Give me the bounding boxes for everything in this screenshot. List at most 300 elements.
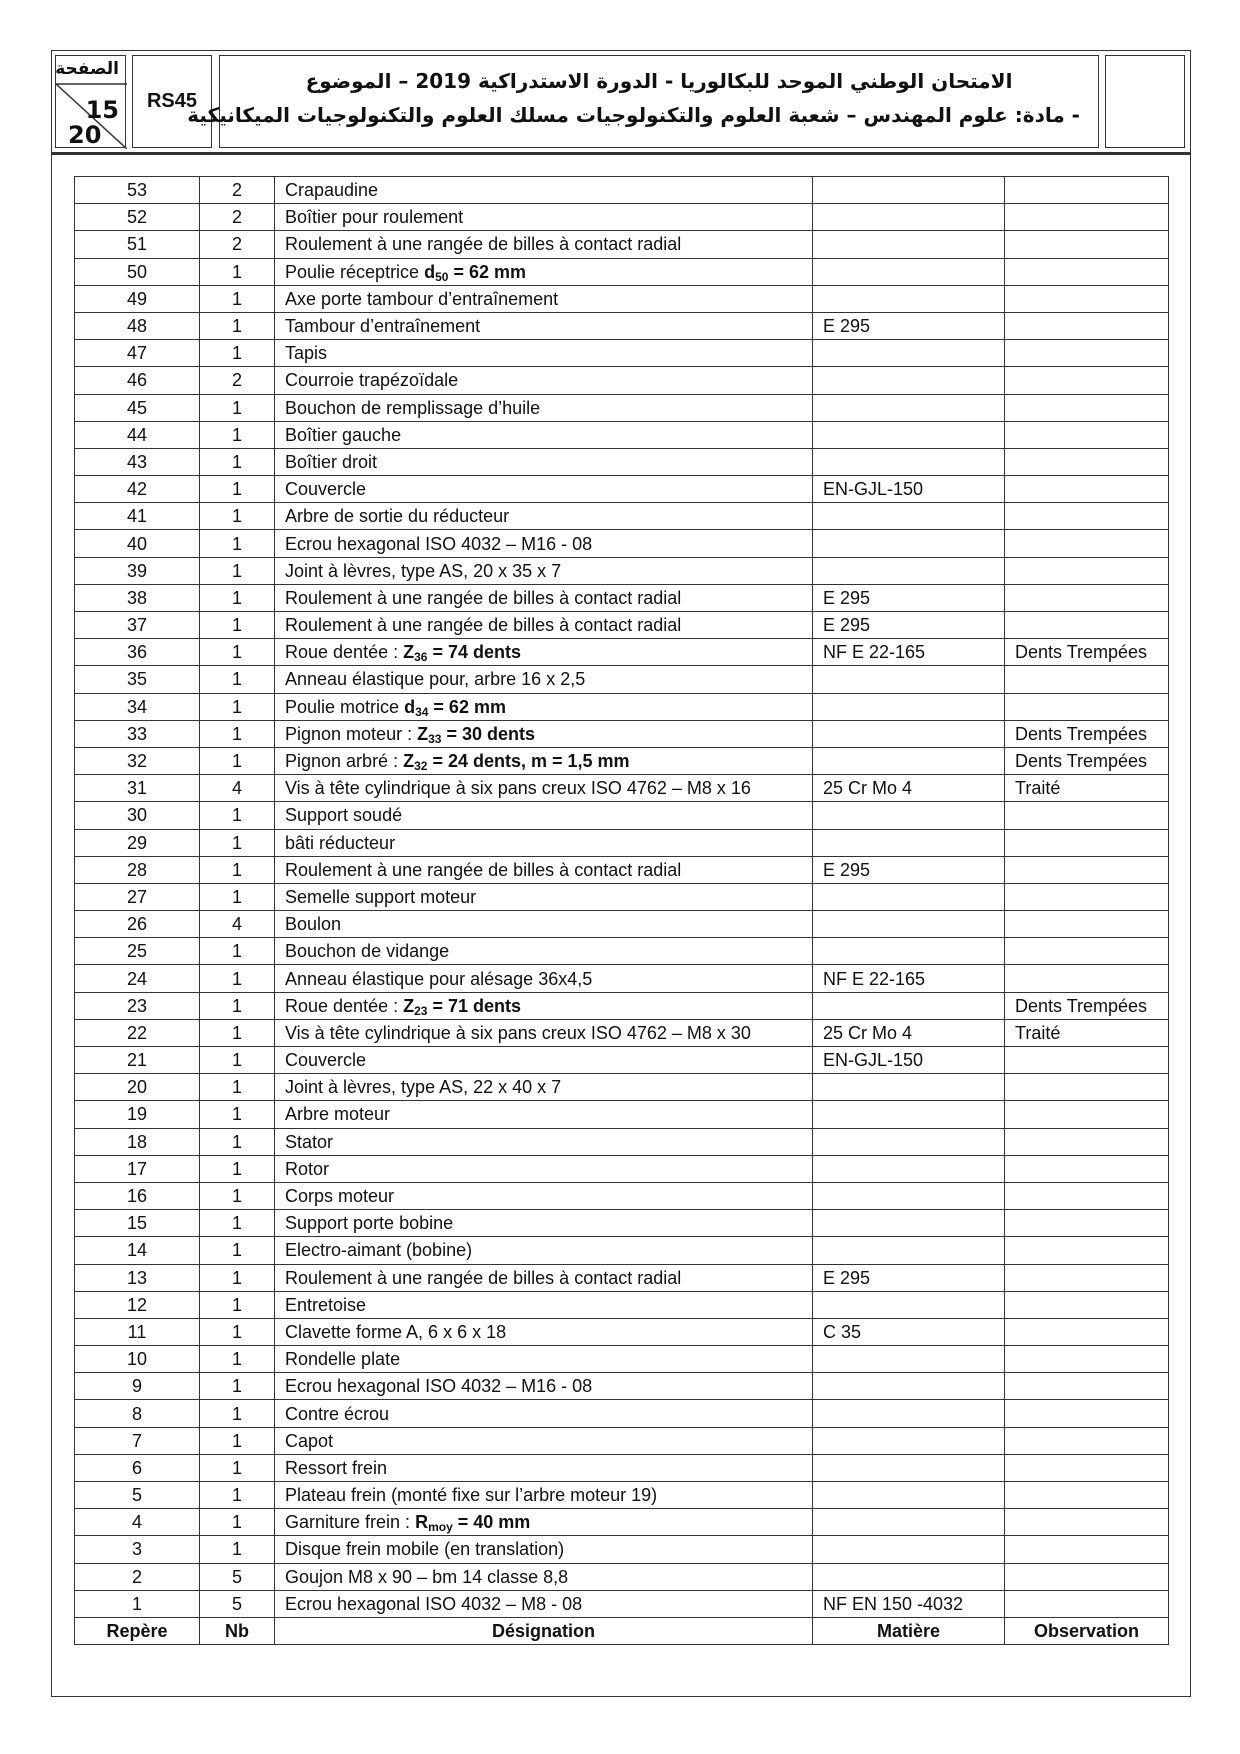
cell-designation: Support soudé (275, 802, 813, 829)
cell-matiere (813, 992, 1005, 1019)
cell-matiere (813, 747, 1005, 774)
cell-designation (275, 639, 813, 666)
cell-designation (275, 258, 813, 285)
cell-repere: 48 (75, 312, 200, 339)
symbol-value: = 74 dents (427, 642, 521, 663)
cell-observation (1005, 367, 1169, 394)
cell-observation (1005, 1536, 1169, 1563)
table-row (75, 258, 1169, 285)
cell-nb: 1 (200, 1264, 275, 1291)
table-row (75, 340, 1169, 367)
cell-observation (1005, 1454, 1169, 1481)
cell-matiere (813, 829, 1005, 856)
cell-repere: 2 (75, 1563, 200, 1590)
cell-nb: 1 (200, 1047, 275, 1074)
cell-repere: 9 (75, 1373, 200, 1400)
symbol-value: = 24 dents, m = 1,5 mm (427, 751, 630, 772)
cell-repere: 51 (75, 231, 200, 258)
cell-designation: Clavette forme A, 6 x 6 x 18 (275, 1318, 813, 1345)
symbol-letter: d (424, 261, 436, 282)
table-row (75, 802, 1169, 829)
cell-repere: 11 (75, 1318, 200, 1345)
cell-matiere: 25 Cr Mo 4 (813, 1019, 1005, 1046)
subject-code-box (132, 55, 212, 148)
cell-repere: 47 (75, 340, 200, 367)
cell-nb: 1 (200, 394, 275, 421)
table-row (75, 775, 1169, 802)
cell-repere: 1 (75, 1590, 200, 1617)
designation-text: Roue dentée : (285, 995, 404, 1016)
cell-designation: Semelle support moteur (275, 883, 813, 910)
cell-observation (1005, 421, 1169, 448)
cell-nb: 1 (200, 1074, 275, 1101)
cell-observation (1005, 476, 1169, 503)
cell-designation: Entretoise (275, 1291, 813, 1318)
cell-matiere (813, 1128, 1005, 1155)
cell-repere: 23 (75, 992, 200, 1019)
table-row (75, 1373, 1169, 1400)
table-row (75, 747, 1169, 774)
cell-observation (1005, 258, 1169, 285)
cell-repere: 44 (75, 421, 200, 448)
table-row (75, 231, 1169, 258)
cell-observation (1005, 829, 1169, 856)
cell-nb: 1 (200, 557, 275, 584)
cell-designation (275, 720, 813, 747)
cell-matiere: E 295 (813, 1264, 1005, 1291)
cell-repere: 29 (75, 829, 200, 856)
cell-nb: 1 (200, 1482, 275, 1509)
symbol-letter: d (404, 696, 416, 717)
cell-repere: 46 (75, 367, 200, 394)
table-row (75, 1509, 1169, 1536)
cell-matiere (813, 1210, 1005, 1237)
table-row (75, 503, 1169, 530)
cell-observation (1005, 1563, 1169, 1590)
cell-matiere (813, 720, 1005, 747)
cell-designation: Ecrou hexagonal ISO 4032 – M16 - 08 (275, 1373, 813, 1400)
table-row (75, 1101, 1169, 1128)
col-repere: Repère (75, 1617, 200, 1644)
cell-designation: Vis à tête cylindrique à six pans creux ISO 4762 – M8 x 16 (275, 775, 813, 802)
table-row (75, 1454, 1169, 1481)
designation-text: Pignon moteur : (285, 723, 418, 744)
cell-nb: 1 (200, 1318, 275, 1345)
cell-nb: 1 (200, 1373, 275, 1400)
table-row (75, 584, 1169, 611)
cell-observation (1005, 1182, 1169, 1209)
cell-designation: Stator (275, 1128, 813, 1155)
table-row (75, 883, 1169, 910)
cell-nb: 1 (200, 1101, 275, 1128)
cell-designation (275, 747, 813, 774)
cell-observation (1005, 1210, 1169, 1237)
cell-designation: Couvercle (275, 1047, 813, 1074)
cell-observation (1005, 1128, 1169, 1155)
table-row (75, 639, 1169, 666)
cell-repere: 41 (75, 503, 200, 530)
cell-designation (275, 1509, 813, 1536)
cell-nb: 1 (200, 503, 275, 530)
cell-observation (1005, 1101, 1169, 1128)
table-row (75, 720, 1169, 747)
cell-observation: Dents Trempées (1005, 720, 1169, 747)
cell-designation: Ressort frein (275, 1454, 813, 1481)
cell-matiere (813, 1291, 1005, 1318)
cell-observation (1005, 883, 1169, 910)
cell-repere: 50 (75, 258, 200, 285)
cell-nb: 5 (200, 1563, 275, 1590)
cell-repere: 43 (75, 448, 200, 475)
table-row (75, 1019, 1169, 1046)
exam-title-box (187, 55, 1099, 148)
cell-designation: Axe porte tambour d’entraînement (275, 285, 813, 312)
cell-designation: Plateau frein (monté fixe sur l’arbre moteur 19) (275, 1482, 813, 1509)
cell-nb: 1 (200, 693, 275, 720)
cell-nb: 1 (200, 448, 275, 475)
cell-repere: 31 (75, 775, 200, 802)
symbol-subscript: moy (428, 1520, 453, 1535)
table-row (75, 856, 1169, 883)
cell-designation: Arbre moteur (275, 1101, 813, 1128)
designation-text: Roue dentée : (285, 642, 404, 663)
parts-list-body (75, 177, 1169, 1618)
cell-observation (1005, 666, 1169, 693)
cell-designation: Disque frein mobile (en translation) (275, 1536, 813, 1563)
table-row (75, 1563, 1169, 1590)
cell-observation (1005, 1047, 1169, 1074)
cell-designation: Anneau élastique pour alésage 36x4,5 (275, 965, 813, 992)
cell-repere: 52 (75, 204, 200, 231)
cell-nb: 1 (200, 1454, 275, 1481)
cell-observation (1005, 557, 1169, 584)
symbol-value: = 40 mm (452, 1512, 531, 1533)
cell-nb: 1 (200, 1536, 275, 1563)
cell-matiere: NF EN 150 -4032 (813, 1590, 1005, 1617)
cell-repere: 7 (75, 1427, 200, 1454)
table-row (75, 530, 1169, 557)
table-row (75, 557, 1169, 584)
cell-nb: 1 (200, 1019, 275, 1046)
table-row (75, 285, 1169, 312)
cell-matiere: E 295 (813, 612, 1005, 639)
table-row (75, 992, 1169, 1019)
cell-designation: Roulement à une rangée de billes à contact radial (275, 231, 813, 258)
cell-designation: Arbre de sortie du réducteur (275, 503, 813, 530)
cell-designation: Tapis (275, 340, 813, 367)
designation-text: Poulie réceptrice (285, 261, 425, 282)
cell-designation: Bouchon de remplissage d’huile (275, 394, 813, 421)
table-row (75, 1155, 1169, 1182)
cell-matiere (813, 802, 1005, 829)
table-row (75, 1047, 1169, 1074)
cell-nb: 1 (200, 1128, 275, 1155)
designation-symbol (417, 724, 535, 744)
col-observation: Observation (1005, 1617, 1169, 1644)
table-row (75, 177, 1169, 204)
cell-repere: 12 (75, 1291, 200, 1318)
cell-repere: 25 (75, 938, 200, 965)
table-row (75, 829, 1169, 856)
cell-observation: Dents Trempées (1005, 992, 1169, 1019)
cell-designation: Joint à lèvres, type AS, 20 x 35 x 7 (275, 557, 813, 584)
cell-repere: 10 (75, 1346, 200, 1373)
designation-symbol (415, 1512, 531, 1535)
cell-nb: 1 (200, 1291, 275, 1318)
cell-matiere (813, 938, 1005, 965)
cell-observation (1005, 285, 1169, 312)
table-row (75, 612, 1169, 639)
cell-repere: 15 (75, 1210, 200, 1237)
table-row (75, 421, 1169, 448)
parts-list-table (74, 176, 1169, 1645)
cell-repere: 28 (75, 856, 200, 883)
cell-repere: 16 (75, 1182, 200, 1209)
symbol-subscript: 34 (415, 704, 429, 719)
cell-repere: 30 (75, 802, 200, 829)
cell-designation: Joint à lèvres, type AS, 22 x 40 x 7 (275, 1074, 813, 1101)
cell-nb: 1 (200, 639, 275, 666)
cell-repere: 49 (75, 285, 200, 312)
cell-designation: Roulement à une rangée de billes à contact radial (275, 856, 813, 883)
cell-matiere (813, 1482, 1005, 1509)
table-row (75, 1291, 1169, 1318)
cell-repere: 17 (75, 1155, 200, 1182)
cell-matiere (813, 1346, 1005, 1373)
designation-text: Pignon arbré : (285, 751, 404, 772)
cell-repere: 35 (75, 666, 200, 693)
table-row (75, 965, 1169, 992)
cell-designation: Goujon M8 x 90 – bm 14 classe 8,8 (275, 1563, 813, 1590)
cell-observation (1005, 394, 1169, 421)
table-row (75, 1128, 1169, 1155)
cell-nb: 2 (200, 177, 275, 204)
symbol-letter: Z (417, 723, 429, 744)
cell-observation (1005, 938, 1169, 965)
cell-matiere: E 295 (813, 584, 1005, 611)
symbol-letter: Z (403, 751, 415, 772)
symbol-subscript: 33 (428, 731, 442, 746)
table-row (75, 1590, 1169, 1617)
cell-designation (275, 693, 813, 720)
cell-observation (1005, 1373, 1169, 1400)
cell-nb: 1 (200, 285, 275, 312)
cell-matiere: NF E 22-165 (813, 639, 1005, 666)
cell-observation (1005, 1590, 1169, 1617)
cell-matiere (813, 1427, 1005, 1454)
cell-matiere (813, 1563, 1005, 1590)
cell-nb: 1 (200, 1237, 275, 1264)
cell-nb: 1 (200, 856, 275, 883)
cell-matiere (813, 883, 1005, 910)
table-row (75, 476, 1169, 503)
cell-repere: 24 (75, 965, 200, 992)
cell-designation: Rondelle plate (275, 1346, 813, 1373)
symbol-subscript: 50 (435, 269, 449, 284)
cell-designation: Boîtier pour roulement (275, 204, 813, 231)
cell-designation: Couvercle (275, 476, 813, 503)
table-row (75, 394, 1169, 421)
table-row (75, 1536, 1169, 1563)
cell-observation: Traité (1005, 775, 1169, 802)
cell-matiere (813, 285, 1005, 312)
cell-repere: 37 (75, 612, 200, 639)
cell-designation: Corps moteur (275, 1182, 813, 1209)
cell-matiere (813, 1373, 1005, 1400)
cell-observation (1005, 1074, 1169, 1101)
cell-designation: Anneau élastique pour, arbre 16 x 2,5 (275, 666, 813, 693)
cell-repere: 38 (75, 584, 200, 611)
table-row (75, 1400, 1169, 1427)
cell-nb: 2 (200, 231, 275, 258)
cell-repere: 8 (75, 1400, 200, 1427)
cell-repere: 3 (75, 1536, 200, 1563)
cell-matiere (813, 1509, 1005, 1536)
cell-matiere (813, 503, 1005, 530)
cell-designation (275, 992, 813, 1019)
cell-matiere (813, 340, 1005, 367)
cell-observation: Dents Trempées (1005, 747, 1169, 774)
cell-nb: 1 (200, 421, 275, 448)
table-row (75, 938, 1169, 965)
cell-matiere: E 295 (813, 312, 1005, 339)
cell-repere: 20 (75, 1074, 200, 1101)
col-nb: Nb (200, 1617, 275, 1644)
cell-matiere (813, 557, 1005, 584)
cell-nb: 1 (200, 258, 275, 285)
cell-designation: Ecrou hexagonal ISO 4032 – M8 - 08 (275, 1590, 813, 1617)
symbol-value: = 30 dents (441, 723, 535, 744)
cell-observation (1005, 1155, 1169, 1182)
page-current: 15 (85, 96, 119, 124)
cell-observation (1005, 1291, 1169, 1318)
cell-matiere (813, 1101, 1005, 1128)
cell-repere: 34 (75, 693, 200, 720)
cell-nb: 1 (200, 312, 275, 339)
cell-matiere (813, 530, 1005, 557)
cell-nb: 1 (200, 829, 275, 856)
col-matiere: Matière (813, 1617, 1005, 1644)
cell-nb: 1 (200, 938, 275, 965)
cell-observation (1005, 911, 1169, 938)
cell-observation (1005, 448, 1169, 475)
symbol-subscript: 32 (414, 759, 428, 774)
symbol-value: = 62 mm (448, 261, 526, 282)
designation-symbol (403, 642, 521, 665)
cell-nb: 2 (200, 367, 275, 394)
cell-designation: Boulon (275, 911, 813, 938)
cell-repere: 5 (75, 1482, 200, 1509)
exam-title: الامتحان الوطني الموحد للبكالوريا - الدورة الاستدراكية 2019 – الموضوع (305, 69, 1013, 93)
table-row (75, 1318, 1169, 1345)
cell-nb: 1 (200, 584, 275, 611)
table-row (75, 666, 1169, 693)
cell-observation (1005, 530, 1169, 557)
designation-symbol (404, 697, 506, 717)
cell-observation (1005, 965, 1169, 992)
designation-text: Poulie motrice (285, 696, 405, 717)
cell-repere: 14 (75, 1237, 200, 1264)
cell-repere: 6 (75, 1454, 200, 1481)
cell-nb: 5 (200, 1590, 275, 1617)
cell-repere: 39 (75, 557, 200, 584)
cell-observation (1005, 1318, 1169, 1345)
cell-matiere (813, 448, 1005, 475)
cell-nb: 1 (200, 1427, 275, 1454)
cell-observation: Traité (1005, 1019, 1169, 1046)
cell-observation (1005, 693, 1169, 720)
designation-text: Garniture frein : (285, 1512, 416, 1533)
cell-matiere: C 35 (813, 1318, 1005, 1345)
cell-nb: 1 (200, 340, 275, 367)
table-row (75, 204, 1169, 231)
cell-nb: 1 (200, 720, 275, 747)
cell-designation: Boîtier droit (275, 448, 813, 475)
cell-designation: Crapaudine (275, 177, 813, 204)
cell-designation: Capot (275, 1427, 813, 1454)
cell-repere: 40 (75, 530, 200, 557)
cell-observation (1005, 177, 1169, 204)
cell-designation: Bouchon de vidange (275, 938, 813, 965)
cell-observation (1005, 340, 1169, 367)
table-row (75, 312, 1169, 339)
table-row (75, 1482, 1169, 1509)
cell-matiere (813, 177, 1005, 204)
cell-repere: 45 (75, 394, 200, 421)
cell-observation (1005, 312, 1169, 339)
cell-designation: Boîtier gauche (275, 421, 813, 448)
cell-matiere (813, 1074, 1005, 1101)
symbol-letter: Z (403, 642, 415, 663)
cell-observation (1005, 584, 1169, 611)
cell-observation (1005, 1427, 1169, 1454)
parts-list-header-row (75, 1617, 1169, 1644)
cell-repere: 42 (75, 476, 200, 503)
table-row (75, 1182, 1169, 1209)
cell-observation (1005, 856, 1169, 883)
cell-matiere (813, 1182, 1005, 1209)
cell-nb: 1 (200, 1400, 275, 1427)
cell-designation: Roulement à une rangée de billes à contact radial (275, 1264, 813, 1291)
cell-repere: 36 (75, 639, 200, 666)
cell-nb: 1 (200, 992, 275, 1019)
cell-repere: 18 (75, 1128, 200, 1155)
cell-matiere (813, 911, 1005, 938)
cell-nb: 1 (200, 1346, 275, 1373)
cell-matiere (813, 693, 1005, 720)
cell-matiere (813, 1155, 1005, 1182)
cell-nb: 1 (200, 666, 275, 693)
table-row (75, 367, 1169, 394)
cell-matiere (813, 1454, 1005, 1481)
table-row (75, 1346, 1169, 1373)
cell-observation (1005, 1346, 1169, 1373)
cell-matiere (813, 1536, 1005, 1563)
symbol-subscript: 23 (414, 1003, 428, 1018)
cell-matiere (813, 394, 1005, 421)
cell-designation: Tambour d’entraînement (275, 312, 813, 339)
cell-matiere: EN-GJL-150 (813, 1047, 1005, 1074)
cell-designation: Vis à tête cylindrique à six pans creux ISO 4762 – M8 x 30 (275, 1019, 813, 1046)
cell-repere: 13 (75, 1264, 200, 1291)
cell-nb: 1 (200, 747, 275, 774)
page-label: الصفحة (55, 59, 119, 79)
designation-symbol (424, 262, 526, 282)
cell-nb: 1 (200, 802, 275, 829)
cell-nb: 4 (200, 911, 275, 938)
cell-designation: Roulement à une rangée de billes à contact radial (275, 612, 813, 639)
cell-observation (1005, 1509, 1169, 1536)
